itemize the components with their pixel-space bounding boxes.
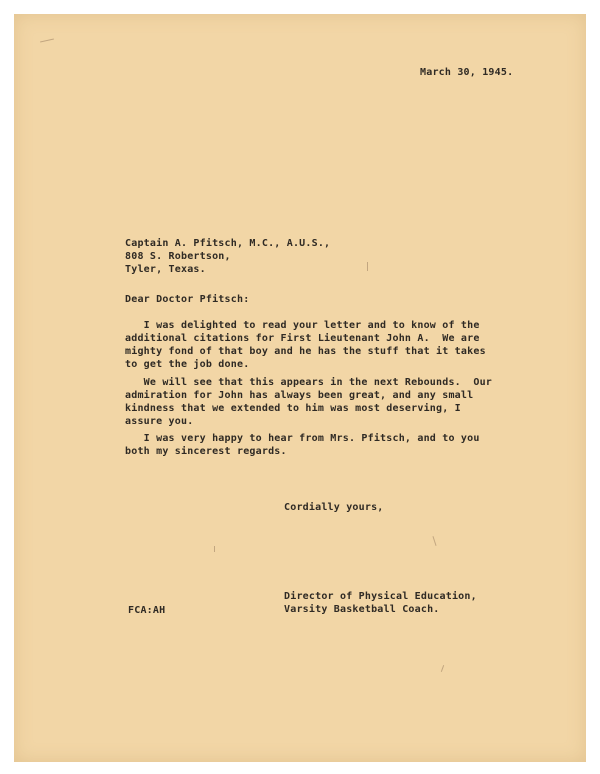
paragraph-line: admiration for John has always been great, and any small [125,390,474,401]
closing: Cordially yours, [284,502,384,513]
signature-line: Director of Physical Education, [284,591,477,602]
address-line: Tyler, Texas. [125,264,206,275]
paragraph-line: mighty fond of that boy and he has the stuff that it takes [125,346,486,357]
paragraph-line: I was very happy to hear from Mrs. Pfitsch, and to you [125,433,480,444]
signature-block [284,590,477,616]
paragraph-line: We will see that this appears in the next Rebounds. Our [125,377,493,388]
paragraph-line: to get the job done. [125,359,250,370]
signature-line: Varsity Basketball Coach. [284,604,440,615]
typist-initials: FCA:AH [128,605,166,616]
paragraph-line: additional citations for First Lieutenant John A. We are [125,333,480,344]
recipient-address [125,237,330,276]
body-paragraph [125,432,480,458]
body-paragraph [125,376,492,428]
stray-mark [367,262,368,271]
letter-date: March 30, 1945. [420,67,514,78]
body-paragraph [125,319,486,371]
paragraph-line: kindness that we extended to him was most deserving, I [125,403,461,414]
address-line: Captain A. Pfitsch, M.C., A.U.S., [125,238,331,249]
paragraph-line: both my sincerest regards. [125,446,287,457]
paragraph-line: I was delighted to read your letter and to know of the [125,320,480,331]
paragraph-line: assure you. [125,416,194,427]
salutation: Dear Doctor Pfitsch: [125,294,250,305]
stray-mark [214,546,215,552]
address-line: 808 S. Robertson, [125,251,231,262]
